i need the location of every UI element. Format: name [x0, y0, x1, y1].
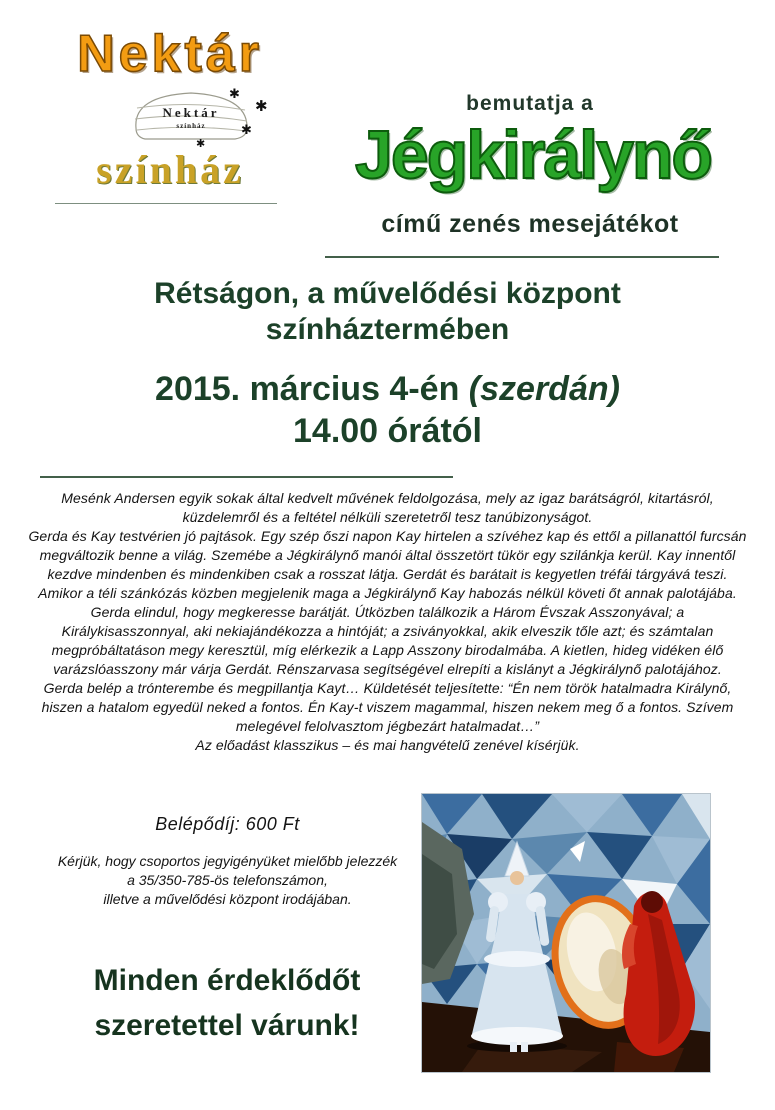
presents-line: bemutatja a — [466, 92, 594, 115]
show-title: Jégkirálynő — [355, 117, 711, 193]
bee-icon: ✱ — [241, 122, 252, 137]
date-line: 2015. március 4-én (szerdán) — [155, 370, 620, 408]
date-weekday: (szerdán) — [468, 370, 620, 408]
synopsis-paragraph: Gerda elindul, hogy megkeresse barátját. Útközben találkozik a Három Évszak Asszonyával; a Királykisasszonnyal, aki nekiajándékozza a hintóját; a zsiványokkal, akik elveszik tőle azt; és számtalan megpróbáltatáson megy keresztül, míg elérkezik a Lapp Asszony birodalmába. A kietlen, hideg vidéken élő varázslóasszony már várja Gerdát. Rénszarvasa segítségével elrepíti a kislányt a Jégkirálynő palotájához. — [51, 604, 724, 677]
synopsis-paragraph: Gerda belép a trónterembe és megpillantja Kayt… Küldetését teljesítette: “Én nem török hatalmadra Királynő, hiszen a hatalom egyedül neked a fontos. Én Kay-t viszem magammal, hiszen nekem meg ő a fontos. Szívem melegével felolvasztom jégbezárt hatalmadat…” — [41, 680, 734, 734]
closing-message — [47, 958, 407, 1048]
stage-photo — [422, 794, 710, 1072]
venue-line-2: színháztermében — [265, 313, 510, 346]
ticket-info-line-1: Kérjük, hogy csoportos jegyigényüket mielőbb jelezzék — [57, 853, 398, 869]
venue-line-1: Rétságon, a művelődési központ — [154, 277, 621, 310]
bee-icon: ✱ — [255, 98, 268, 115]
beehive-logo-icon — [103, 86, 279, 148]
show-subtitle: című zenés mesejátékot — [381, 210, 679, 238]
hive-text-name: Nektár — [162, 105, 220, 120]
ticket-price: Belépődíj: 600 Ft — [155, 814, 300, 834]
synopsis-paragraph: Mesénk Andersen egyik sokak által kedvelt művének feldolgozása, mely az igaz barátságról, kitartásról, küzdelemről és a feltétel nélküli szeretetről tesz tanúbizonyságot. — [61, 490, 714, 525]
bee-icon: ✱ — [229, 86, 240, 101]
divider-under-logo — [55, 203, 277, 204]
synopsis-paragraph: Az előadást klasszikus – és mai hangvételű zenével kísérjük. — [195, 737, 580, 753]
synopsis-paragraph: Gerda és Kay testvérien jó pajtások. Egy szép őszi napon Kay hirtelen a szívéhez kap és ettől a pillanattól furcsán megváltozik benne a világ. Szemébe a Jégkirálynő manói által összetört tükör egy szilánkja kerül. Kay innentől kezdve mindenben és mindenkiben csak a rosszat látja. Gerdát és barátait is kegyetlen tréfái tárgyává teszi. Amikor a téli szánkózás közben megjelenik maga a Jégkirálynő Kay habozás nélkül követi őt annak palotájába. — [28, 528, 747, 601]
ticket-info — [30, 852, 425, 909]
hive-text-subtitle: színház — [176, 122, 206, 130]
venue-heading — [30, 276, 745, 348]
bee-icon: ✱ — [196, 138, 206, 148]
closing-line-2: szeretettel várunk! — [94, 1009, 360, 1042]
datetime-heading — [30, 368, 745, 452]
ticket-info-line-3: illetve a művelődési központ irodájában. — [103, 891, 352, 907]
logo-subtitle: színház — [96, 147, 244, 192]
divider-under-date — [40, 476, 453, 478]
ticket-info-line-2: a 35/350-785-ös telefonszámon, — [127, 872, 328, 888]
time-line: 14.00 órától — [293, 412, 482, 450]
closing-line-1: Minden érdeklődőt — [93, 964, 361, 997]
synopsis — [28, 489, 747, 755]
divider-under-header — [325, 256, 719, 258]
logo-wordmark: Nektár — [77, 25, 263, 83]
